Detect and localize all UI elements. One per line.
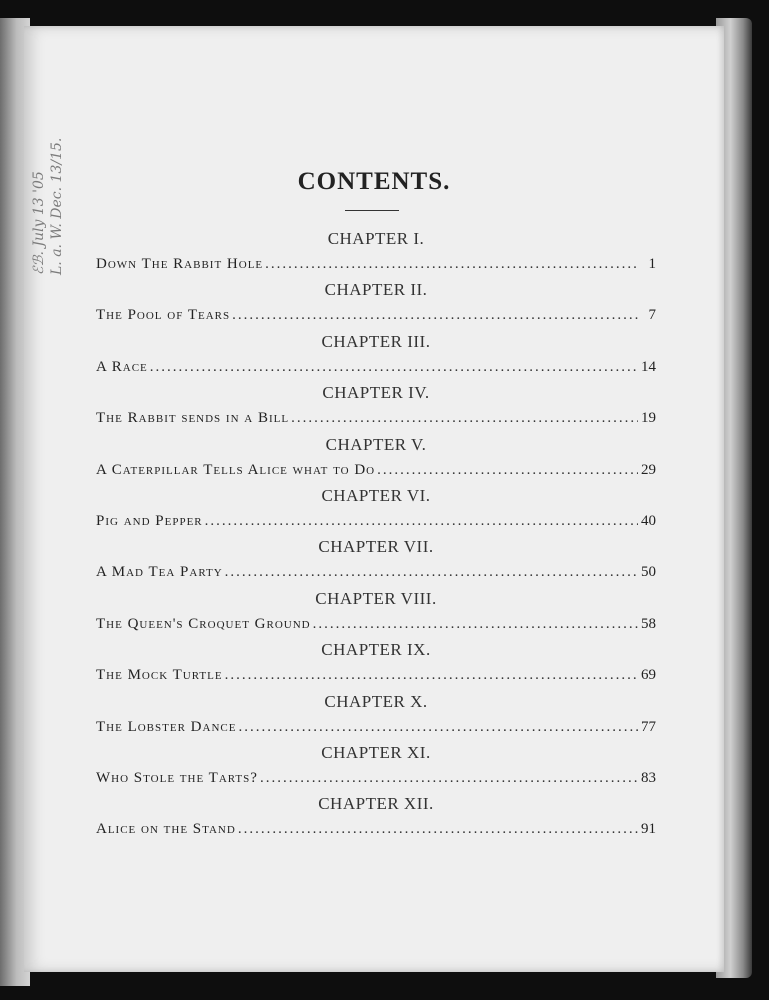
page-number: 40 [641,512,656,529]
toc-entry[interactable] [96,560,656,584]
chapter-title: A Caterpillar Tells Alice what to Do [96,461,376,478]
toc-chapter [96,432,656,483]
chapter-number: CHAPTER V. [325,434,427,454]
toc-entry[interactable] [96,303,656,327]
toc-chapter [96,380,656,431]
page-title: CONTENTS. [297,168,451,195]
chapter-number: CHAPTER VII. [318,537,434,557]
page-number: 77 [641,718,656,735]
dot-leader [260,766,638,790]
dot-leader [291,406,638,430]
toc-chapter [96,226,656,277]
toc-entry[interactable] [96,406,656,430]
dot-leader [265,252,638,276]
chapter-number: CHAPTER IX. [321,640,431,660]
toc-entry[interactable] [96,355,656,379]
toc-chapter [96,586,656,637]
table-of-contents [96,226,656,843]
toc-chapter [96,740,656,791]
dot-leader [238,817,638,841]
chapter-number: CHAPTER X. [324,691,428,711]
page-number: 1 [648,256,656,272]
page-number: 29 [641,461,656,478]
page-number: 14 [641,358,656,375]
chapter-title: The Mock Turtle [96,667,223,684]
chapter-number: CHAPTER VIII. [315,588,437,608]
chapter-number: CHAPTER IV. [322,383,430,403]
toc-chapter [96,329,656,380]
chapter-title: Pig and Pepper [96,512,203,529]
toc-chapter [96,277,656,328]
toc-chapter [96,534,656,585]
chapter-number: CHAPTER XII. [318,794,434,814]
toc-entry[interactable] [96,612,656,636]
toc-entry[interactable] [96,715,656,739]
handwritten-note-line-2: L. a. W. Dec. 13/15. [49,137,65,275]
chapter-title: A Mad Tea Party [96,564,223,581]
page-number: 91 [641,821,656,838]
page-number: 19 [641,410,656,427]
chapter-title: Alice on the Stand [96,821,236,838]
handwritten-note-line-1: ℰℬ. July 13 '05 [31,171,47,275]
dot-leader [205,509,638,533]
chapter-title: The Rabbit sends in a Bill [96,410,290,427]
toc-entry[interactable] [96,509,656,533]
chapter-title: The Pool of Tears [96,307,231,324]
toc-entry[interactable] [96,817,656,841]
page-number: 69 [641,667,656,684]
chapter-number: CHAPTER II. [324,280,428,300]
title-divider [345,210,399,211]
chapter-title: The Lobster Dance [96,718,237,735]
chapter-title: Who Stole the Tarts? [96,769,258,786]
toc-entry[interactable] [96,252,656,276]
toc-entry[interactable] [96,663,656,687]
toc-chapter [96,637,656,688]
chapter-number: CHAPTER III. [321,331,431,351]
dot-leader [150,355,638,379]
toc-chapter [96,689,656,740]
page-number: 58 [641,615,656,632]
dot-leader [232,303,638,327]
chapter-number: CHAPTER XI. [321,742,431,762]
handwritten-note [30,125,66,275]
toc-entry[interactable] [96,766,656,790]
chapter-title: The Queen's Croquet Ground [96,615,311,632]
chapter-title: A Race [96,358,148,375]
dot-leader [377,458,638,482]
page-number: 50 [641,564,656,581]
toc-chapter [96,483,656,534]
dot-leader [238,715,638,739]
dot-leader [313,612,638,636]
dot-leader [225,560,638,584]
chapter-title: Down The Rabbit Hole [96,256,264,272]
page-number: 83 [641,769,656,786]
toc-chapter [96,791,656,842]
page-number: 7 [648,307,656,324]
dot-leader [225,663,638,687]
toc-entry[interactable] [96,458,656,482]
chapter-number: CHAPTER I. [327,229,425,248]
chapter-number: CHAPTER VI. [321,485,431,505]
